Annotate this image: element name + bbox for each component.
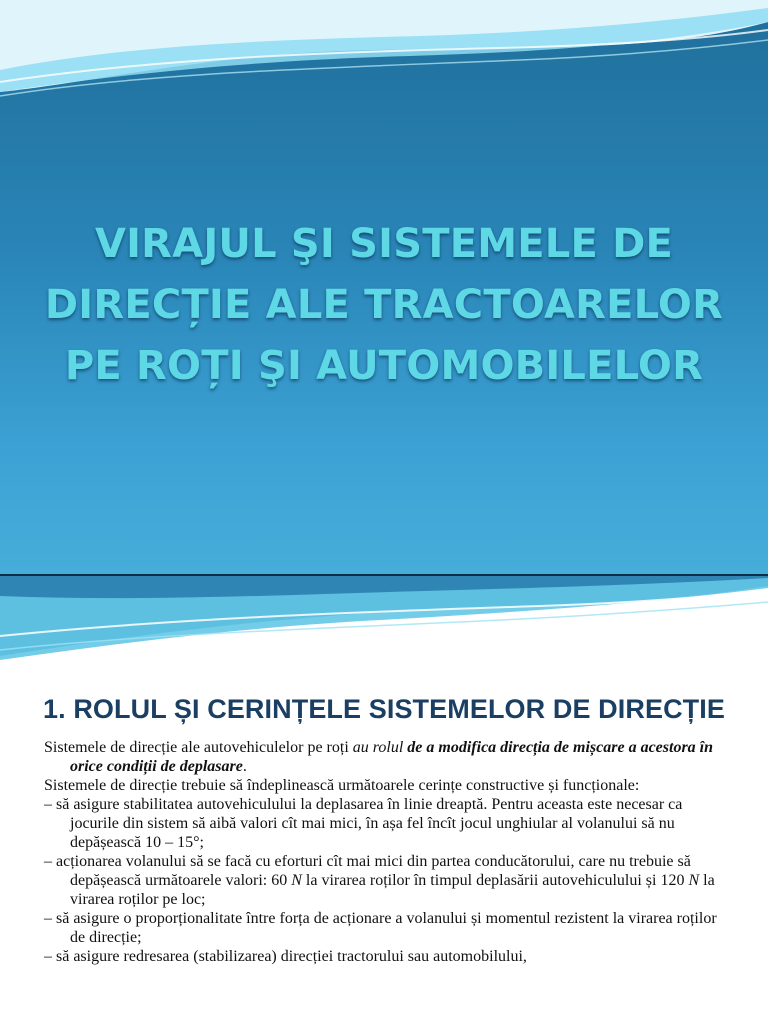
text-run: la virarea roților în timpul deplasării autovehiculului și 120 [301, 872, 689, 889]
list-item: – să asigure stabilitatea autovehiculului la deplasarea în linie dreaptă. Pentru aceasta este necesar ca jocurile din sistem să aibă valori cît mai mici, în așa fel încît jocul unghiular al volanului să nu depășească 10 – 15°; [44, 796, 683, 851]
text-run: Sistemele de direcție ale autovehiculelor pe roți [44, 739, 353, 756]
slide-title [20, 214, 748, 397]
body-text [44, 738, 734, 966]
text-run-italic: au rolul [352, 739, 408, 756]
wave-decoration-top [0, 576, 768, 666]
title-line-2: DIRECȚIE ALE TRACTOARELOR [44, 282, 724, 328]
title-line-3: PE ROȚI ŞI AUTOMOBILELOR [64, 343, 704, 389]
paragraph: Sistemele de direcție trebuie să îndeplinească următoarele cerințe constructive și funcționale: [44, 777, 640, 794]
text-run: . [242, 758, 247, 775]
list-item: – să asigure o proporționalitate între forța de acționare a volanului și momentul rezistent la virarea roților de direcție; [44, 910, 717, 946]
paragraph [44, 738, 734, 776]
text-run: la virarea roților pe loc; [70, 872, 715, 908]
unit-italic: N [291, 872, 302, 889]
wave-decoration-top [0, 0, 768, 110]
list-item [44, 852, 734, 909]
list-item: – să asigure redresarea (stabilizarea) direcției tractorului sau automobilului, [44, 948, 527, 965]
text-run-bold-italic: de a modifica direcția de mișcare a acestora în orice condiții de deplasare [70, 739, 714, 775]
content-slide [0, 576, 768, 1024]
section-heading: 1. ROLUL ȘI CERINȚELE SISTEMELOR DE DIRECȚIE [43, 694, 725, 724]
unit-italic: N [688, 872, 700, 889]
text-run: – acționarea volanului să se facă cu eforturi cît mai mici din partea conducătorului, care nu trebuie să depășească următoarele valori: 60 [44, 853, 691, 889]
title-line-1: VIRAJUL ŞI SISTEMELE DE [94, 221, 674, 267]
